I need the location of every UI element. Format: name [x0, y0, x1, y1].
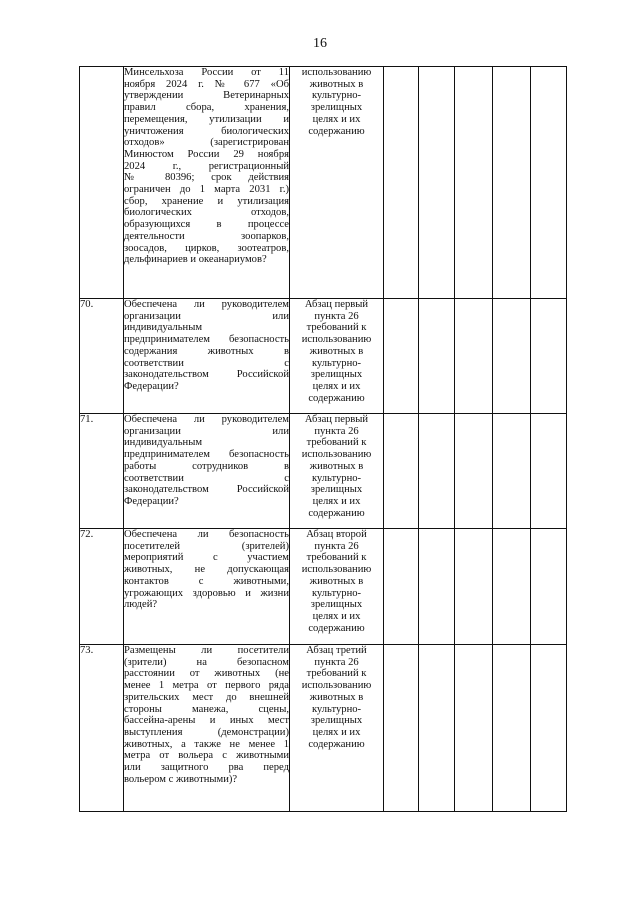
requirement-question: [124, 414, 290, 529]
question-line: ограничен до 1 марта 2031 г.): [124, 184, 289, 196]
question-line: 2024 г., регистрационный: [124, 160, 289, 172]
question-line: уничтожения биологических: [124, 125, 289, 137]
answer-cell: [493, 645, 531, 812]
answer-cell: [384, 414, 419, 529]
question-line: или защитного рва перед: [124, 762, 289, 774]
reference-line: зрелищных: [310, 715, 363, 727]
question-line: стороны манежа, сцены,: [124, 703, 289, 715]
question-line: вольером с животными)?: [124, 773, 238, 785]
answer-cell: [493, 299, 531, 414]
question-line: организации или: [124, 310, 289, 322]
reference-line: пункта 26: [314, 656, 359, 668]
table-row: [80, 67, 567, 299]
reference-line: животных в: [309, 575, 364, 587]
answer-cell: [384, 529, 419, 645]
reference-line: культурно-: [311, 472, 362, 484]
answer-cell: [455, 67, 493, 299]
question-line: людей?: [124, 599, 158, 611]
answer-cell: [419, 529, 455, 645]
checklist-table: [79, 66, 567, 812]
reference-line: использованию: [301, 449, 372, 461]
legal-reference: [290, 299, 384, 414]
answer-cell: [455, 414, 493, 529]
question-line: утверждении Ветеринарных: [124, 90, 289, 102]
reference-line: содержанию: [308, 738, 365, 750]
question-line: контактов с животными,: [124, 575, 289, 587]
answer-cell: [455, 645, 493, 812]
answer-cell: [493, 529, 531, 645]
reference-line: использованию: [301, 564, 372, 576]
question-line: (зрители) на безопасном: [124, 656, 289, 668]
question-line: Размещены ли посетители: [124, 645, 289, 656]
requirement-question: [124, 299, 290, 414]
question-line: перемещения, утилизации и: [124, 113, 289, 125]
question-line: соответствии с: [124, 472, 289, 484]
question-line: индивидуальным: [124, 437, 203, 449]
question-line: менее 1 метра от первого ряда: [124, 680, 289, 692]
answer-cell: [531, 67, 567, 299]
requirement-question: [124, 67, 290, 299]
question-line: зрительских мест до внешней: [124, 691, 289, 703]
reference-line: зрелищных: [310, 102, 363, 114]
question-line: правил сбора, хранения,: [124, 102, 289, 114]
reference-line: целях и их: [312, 495, 361, 507]
reference-line: содержанию: [308, 125, 365, 137]
reference-line: животных в: [309, 345, 364, 357]
reference-line: животных в: [309, 691, 364, 703]
table-body: [80, 67, 567, 812]
question-line: бассейна-арены и иных мест: [124, 715, 289, 727]
reference-line: требований к: [306, 322, 367, 334]
legal-reference: [290, 414, 384, 529]
reference-line: использованию: [301, 680, 372, 692]
reference-line: Абзац второй: [306, 529, 367, 540]
reference-line: культурно-: [311, 90, 362, 102]
answer-cell: [419, 67, 455, 299]
row-number: 72.: [80, 529, 124, 645]
answer-cell: [493, 414, 531, 529]
question-line: Минсельхоза России от 11: [124, 67, 289, 78]
question-line: индивидуальным: [124, 322, 203, 334]
answer-cell: [419, 645, 455, 812]
reference-line: пункта 26: [314, 540, 359, 552]
question-line: организации или: [124, 425, 289, 437]
reference-line: животных в: [309, 78, 364, 90]
question-line: соответствии с: [124, 357, 289, 369]
reference-line: требований к: [306, 552, 367, 564]
answer-cell: [419, 299, 455, 414]
question-line: № 80396; срок действия: [124, 172, 289, 184]
reference-line: пункта 26: [314, 425, 359, 437]
reference-line: требований к: [306, 437, 367, 449]
answer-cell: [419, 414, 455, 529]
legal-reference: [290, 645, 384, 812]
reference-line: культурно-: [311, 703, 362, 715]
answer-cell: [455, 529, 493, 645]
table-row: [80, 645, 567, 812]
legal-reference: [290, 529, 384, 645]
question-line: отходов» (зарегистрирован: [124, 137, 289, 149]
answer-cell: [384, 67, 419, 299]
page-number: 16: [313, 36, 327, 51]
question-line: биологических отходов,: [124, 207, 289, 219]
question-line: работы сотрудников в: [124, 460, 289, 472]
answer-cell: [531, 645, 567, 812]
reference-line: содержанию: [308, 392, 365, 404]
question-line: дельфинариев и океанариумов?: [124, 254, 267, 266]
answer-cell: [531, 299, 567, 414]
answer-cell: [384, 645, 419, 812]
reference-line: зрелищных: [310, 484, 363, 496]
table-row: [80, 299, 567, 414]
requirement-question: [124, 645, 290, 812]
reference-line: целях и их: [312, 610, 361, 622]
reference-line: целях и их: [312, 113, 361, 125]
question-line: образующихся в процессе: [124, 219, 289, 231]
question-line: сбор, хранение и утилизация: [124, 195, 289, 207]
question-line: ноября 2024 г. № 677 «Об: [124, 78, 289, 90]
question-line: Обеспечена ли руководителем: [124, 414, 289, 425]
row-number: [80, 67, 124, 299]
question-line: деятельности зоопарков,: [124, 230, 289, 242]
reference-line: использованию: [301, 67, 372, 78]
question-line: животных, не допускающая: [124, 564, 289, 576]
reference-line: культурно-: [311, 357, 362, 369]
reference-line: требований к: [306, 668, 367, 680]
answer-cell: [531, 414, 567, 529]
question-line: животных, а также не менее 1: [124, 738, 289, 750]
row-number: 73.: [80, 645, 124, 812]
question-line: угрожающих здоровью и жизни: [124, 587, 289, 599]
requirement-question: [124, 529, 290, 645]
question-line: содержания животных в: [124, 345, 289, 357]
row-number: 71.: [80, 414, 124, 529]
answer-cell: [531, 529, 567, 645]
question-line: предпринимателем безопасность: [124, 334, 289, 346]
question-line: законодательством Российской: [124, 484, 289, 496]
reference-line: содержанию: [308, 622, 365, 634]
question-line: законодательством Российской: [124, 369, 289, 381]
reference-line: целях и их: [312, 726, 361, 738]
question-line: Обеспечена ли безопасность: [124, 529, 289, 540]
question-line: Федерации?: [124, 495, 179, 507]
row-number: 70.: [80, 299, 124, 414]
answer-cell: [384, 299, 419, 414]
question-line: метра от вольера с животными: [124, 750, 289, 762]
legal-reference: [290, 67, 384, 299]
reference-line: Абзац первый: [304, 299, 369, 310]
answer-cell: [493, 67, 531, 299]
table-row: [80, 414, 567, 529]
reference-line: содержанию: [308, 507, 365, 519]
reference-line: животных в: [309, 460, 364, 472]
reference-line: культурно-: [311, 587, 362, 599]
answer-cell: [455, 299, 493, 414]
question-line: зоосадов, цирков, зоотеатров,: [124, 242, 289, 254]
question-line: расстоянии от животных (не: [124, 668, 289, 680]
question-line: посетителей (зрителей): [124, 540, 289, 552]
table-row: [80, 529, 567, 645]
reference-line: зрелищных: [310, 369, 363, 381]
question-line: выступления (демонстрации): [124, 726, 289, 738]
question-line: Федерации?: [124, 380, 179, 392]
reference-line: пункта 26: [314, 310, 359, 322]
reference-line: зрелищных: [310, 599, 363, 611]
question-line: Минюстом России 29 ноября: [124, 148, 289, 160]
reference-line: использованию: [301, 334, 372, 346]
question-line: предпринимателем безопасность: [124, 449, 289, 461]
reference-line: целях и их: [312, 380, 361, 392]
reference-line: Абзац третий: [306, 645, 367, 656]
reference-line: Абзац первый: [304, 414, 369, 425]
question-line: Обеспечена ли руководителем: [124, 299, 289, 310]
question-line: мероприятий с участием: [124, 552, 289, 564]
